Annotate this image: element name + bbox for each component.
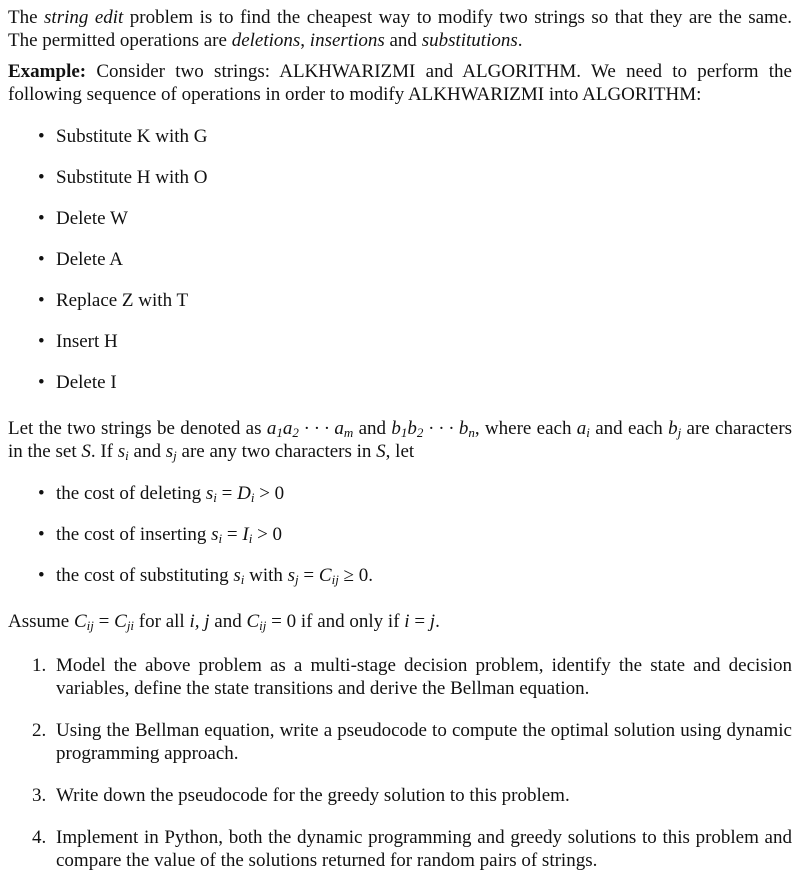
- intro-emph-insertions: insertions: [309, 30, 385, 51]
- bullet-icon: •: [38, 126, 45, 147]
- list-item: [8, 166, 792, 207]
- operation-text: Insert H: [56, 331, 118, 352]
- intro-text: and: [384, 30, 422, 51]
- list-item: [8, 330, 792, 371]
- question-number: 2.: [32, 720, 47, 741]
- bullet-icon: •: [38, 524, 45, 545]
- operation-text: Delete I: [56, 372, 117, 393]
- math-si: $s_i$: [233, 565, 245, 587]
- intro-emph-deletions: deletions: [231, 30, 301, 51]
- math-sj: $s_j$: [165, 441, 177, 463]
- question-number: 1.: [32, 655, 47, 676]
- bullet-icon: •: [38, 331, 45, 352]
- math-ij: i, j: [189, 611, 210, 632]
- math-bj: $b_j$: [668, 418, 682, 440]
- bullet-icon: •: [38, 290, 45, 311]
- list-item: [8, 784, 792, 807]
- strings-text: , let: [385, 441, 415, 462]
- strings-text: Let the two strings be denoted as: [8, 418, 267, 439]
- assume-text: Assume: [8, 611, 74, 632]
- operation-text: Delete A: [56, 249, 124, 270]
- question-text: Write down the pseudocode for the greedy solution to this problem.: [56, 785, 570, 806]
- assume-text: for all: [134, 611, 190, 632]
- list-item: [8, 523, 792, 564]
- list-item: [8, 482, 792, 523]
- math-a-sequence: $a_1a_2$ · · · $a_m$: [266, 418, 354, 440]
- assume-paragraph: [8, 610, 792, 633]
- intro-emph-substitutions: substitutions: [421, 30, 518, 51]
- intro-text: ,: [300, 30, 310, 51]
- strings-text: and: [128, 441, 166, 462]
- bullet-icon: •: [38, 167, 45, 188]
- bullet-icon: •: [38, 565, 45, 586]
- math-substitute-cost: $s_j = C_{ij} \ge 0$.: [287, 565, 373, 587]
- math-b-sequence: $b_1b_2$ · · · $b_n$: [391, 418, 475, 440]
- question-number: 3.: [32, 785, 47, 806]
- math-si: $s_i$: [117, 441, 129, 463]
- list-item: [8, 289, 792, 330]
- math-S: S: [81, 441, 91, 462]
- intro-emph-string-edit: string edit: [44, 7, 124, 28]
- math-insert-cost: $s_i = I_i > 0$: [211, 524, 283, 546]
- list-item: [8, 826, 792, 872]
- list-item: [8, 654, 792, 700]
- math-symmetry: $C_{ij} = C_{ji}$: [73, 611, 135, 633]
- math-i-equals-j: i = j.: [404, 611, 440, 632]
- bullet-icon: •: [38, 208, 45, 229]
- cost-text: the cost of inserting: [56, 524, 212, 545]
- questions-list: [8, 654, 792, 872]
- operation-text: Substitute K with G: [56, 126, 208, 147]
- question-text: Model the above problem as a multi-stage decision problem, identify the state and decision variables, define the state transitions and derive the Bellman equation.: [56, 655, 792, 699]
- example-text: Consider two strings: ALKHWARIZMI and ALGORITHM. We need to perform the following sequence of operations in order to modify ALKHWARIZMI into ALGORITHM:: [8, 61, 792, 105]
- list-item: [8, 125, 792, 166]
- example-label: Example:: [8, 61, 87, 82]
- strings-text: and: [353, 418, 392, 439]
- assume-text: if and only if: [296, 611, 405, 632]
- bullet-icon: •: [38, 372, 45, 393]
- cost-text: the cost of substituting: [56, 565, 234, 586]
- math-zero-cost: $C_{ij} = 0$: [246, 611, 297, 633]
- assume-text: and: [209, 611, 247, 632]
- operation-text: Substitute H with O: [56, 167, 208, 188]
- cost-text: with: [244, 565, 288, 586]
- intro-paragraph: [8, 6, 792, 52]
- math-delete-cost: $s_i = D_i > 0$: [205, 483, 285, 505]
- strings-paragraph: [8, 417, 792, 463]
- operations-list: [8, 125, 792, 412]
- intro-text: problem is to find the cheapest way to modify two strings so that they are the same. The permitted operations are: [8, 7, 793, 51]
- strings-text: , where each: [474, 418, 577, 439]
- operation-text: Replace Z with T: [56, 290, 189, 311]
- list-item: [8, 207, 792, 248]
- bullet-icon: •: [38, 249, 45, 270]
- document-page: [8, 6, 792, 891]
- list-item: [8, 248, 792, 289]
- example-paragraph: [8, 60, 792, 106]
- costs-list: [8, 482, 792, 605]
- strings-text: and each: [589, 418, 669, 439]
- list-item: [8, 371, 792, 412]
- strings-text: are any two characters in: [176, 441, 377, 462]
- list-item: [8, 719, 792, 765]
- cost-text: the cost of deleting: [56, 483, 206, 504]
- list-item: [8, 564, 792, 605]
- bullet-icon: •: [38, 483, 45, 504]
- question-text: Implement in Python, both the dynamic programming and greedy solutions to this problem and compare the value of the solutions returned for random pairs of strings.: [56, 827, 792, 871]
- question-number: 4.: [32, 827, 47, 848]
- intro-text: The: [8, 7, 45, 28]
- intro-text: .: [517, 30, 523, 51]
- strings-text: . If: [90, 441, 118, 462]
- operation-text: Delete W: [56, 208, 128, 229]
- math-ai: $a_i$: [576, 418, 590, 440]
- strings-text: are characters in the set: [8, 418, 793, 462]
- question-text: Using the Bellman equation, write a pseudocode to compute the optimal solution using dynamic programming approach.: [56, 720, 792, 764]
- math-S: S: [376, 441, 386, 462]
